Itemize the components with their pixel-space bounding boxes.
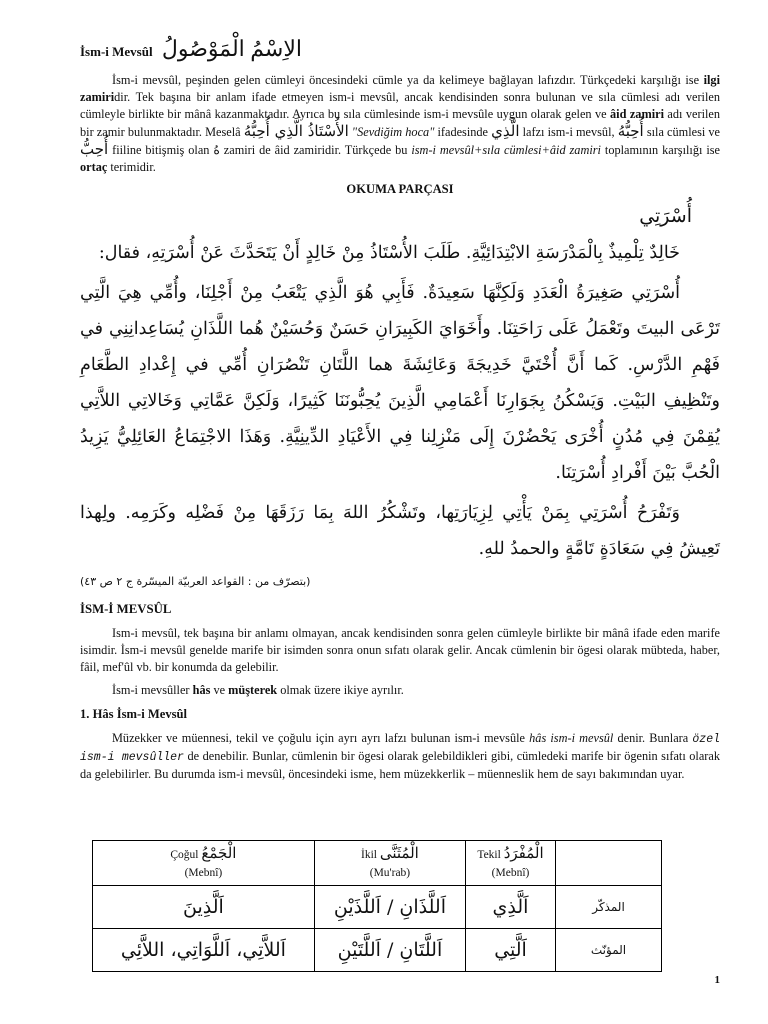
reading-paragraph-2: أُسْرَتِي صَغِيرَةُ الْعَدَدِ وَلَكِنَّهَا سَعِيدَةٌ. فَأَبِي هُوَ الَّذِي يَتْعَبُ مِنْ أَجْلِنَا، وأُمِّي هِيَ الَّتِي تَرْعَى البيتَ وتَعْمَلُ عَلَى رَاحَتِنَا. وأَخَوَايَ الكَبِيرَانِ حَسَنٌ وَحُسَيْنٌ هُما اللَّذَانِ يُسَاعِدانِنِي في فَهْمِ الدَّرْسِ. كَما أَنَّ أُخْتَيَّ خَدِيجَةَ وَعَائِشَةَ هما اللَّتَانِ تَنْصُرَانِ أُمِّي في إِعْدادِ الطَّعَامِ وتَنْظِيفِ البَيْتِ. وَيَسْكُنُ بِجَوَارِنَا أَعْمَامِي الَّذِينَ يُحِبُّونَنَا كَثِيرًا، وَلَكِنَّ عَمَّاتِي وَخَالاتِي اللاَّتِي يُقِمْنَ فِي مُدُنٍ أُخْرَى يَحْضُرْنَ إِلَى مَنْزِلِنا فِي الأَعْيَادِ الدِّينِيَّةِ. وَهَذَا الاجْتِمَاعُ العَائِلِيُّ يَزِيدُ الْحُبَّ بَيْنَ أَفْرادِ أُسْرَتِنَا. (80, 283, 720, 483)
table-row (93, 929, 662, 972)
section-paragraph-1: Ism-i mevsûl, tek başına bir anlamı olmayan, ancak kendisinden sonra gelen cümleyle birlikte bir mânâ ifade eden marife isimdir. İsm-i mevsûl genelde marife bir isimden sonra onun sıfatı olarak gelir. Ancak cümlenin bir ögesi olarak mübteda, haber, fâil, mef'ûl vb. bir konumda da gelebilir. (80, 626, 720, 674)
intro-paragraph: İsm-i mevsûl, peşinden gelen cümleyi öncesindeki cümle ya da kelimeye bağlayan lafızdır. Türkçedeki karşılığı ise ilgi zamiridir. Tek başına bir anlam ifade etmeyen ism-i mevsûl, ancak kendisinden sonra bulunan ve sıla cümlesi adı verilen cümleyle birlikte bir mânâ kazanmaktadır. Ayrıca bu sıla cümlesinde ism-i mevsûle uygun olarak gelen ve âid zamiri adı verilen bir zamir bulunmaktadır. Meselâ الأُسْتَاذُ الَّذِي أُحِبُّهُ "Sevdiğim hoca" ifadesinde الَّذِي lafzı ism-i mevsûl, أُحِبُّهُ sıla cümlesi ve أُحِبُّ fiiline bitişmiş olan هُ zamiri de âid zamiridir. Türkçede bu ism-i mevsûl+sıla cümlesi+âid zamiri toplamının karşılığı ise ortaç terimidir. (80, 73, 721, 174)
reading-paragraph-3: وَتَفْرَحُ أُسْرَتِي بِمَنْ يَأْتِي لِزِيَارَتِها، وتَشْكُرُ اللهَ بِمَا رَزَقَهَا مِنْ فَضْلِه وكَرَمِه. ولِهذا تَعِيشُ فِي سَعَادَةٍ تَامَّةٍ والحمدُ للهِ. (80, 503, 720, 559)
row-label-masc: المذكّر (556, 886, 662, 929)
reading-paragraph-1: خَالِدٌ تِلْمِيذٌ بِالْمَدْرَسَةِ الابْتِدَائِيَّةِ. طَلَبَ الأُسْتَاذُ مِنْ خَالِدٍ أَنْ يَتَحَدَّثَ عَنْ أُسْرَتِهِ، فقال: (98, 243, 680, 263)
subsection-heading: 1. Hâs İsm-i Mevsûl (80, 707, 188, 721)
header-empty (556, 841, 662, 886)
reading-title: أُسْرَتِي (639, 205, 692, 227)
page-number: 1 (714, 974, 720, 986)
cell-plural-fem: اَللاَّتِي، اَللَّوَاتِي، اللاَّئِي (93, 929, 315, 972)
cell-singular-masc: اَلَّذِي (466, 886, 556, 929)
reading-source: (بتصرّف من : القواعد العربيّة الميسّرة ج ٢ ص ٤٣) (80, 575, 311, 588)
table-header-row (93, 841, 662, 886)
cell-dual-fem: اَللَّتَانِ / اَللَّتَيْنِ (314, 929, 465, 972)
title-latin: İsm-i Mevsûl (80, 44, 153, 59)
header-singular: Tekil الْمُفْرَدُ (Mebnî) (466, 841, 556, 886)
page-title (80, 36, 720, 62)
section-paragraph-3: Müzekker ve müennesi, tekil ve çoğulu için ayrı ayrı lafzı bulunan ism-i mevsûle hâs ism-i mevsûl denir. Bunlara özel ism-i mevsûller de denebilir. Bunlar, cümlenin bir ögesi olarak gelebildikleri gibi, cümledeki marife bir ögenin sıfatı olarak da gelebilirler. Bu durumda ism-i mevsûl, öncesindeki isme, hem müzekkerlik – müenneslik hem de sayı bakımından uyar. (80, 731, 720, 781)
header-plural: Çoğul الْجَمْعُ (Mebnî) (93, 841, 315, 886)
title-arabic: الاِسْمُ الْمَوْصُولُ (161, 36, 303, 61)
reading-heading: OKUMA PARÇASI (346, 182, 454, 196)
mevsul-table (92, 840, 662, 972)
cell-dual-masc: اَللَّذَانِ / اَللَّذَيْنِ (314, 886, 465, 929)
document-page (80, 36, 720, 783)
cell-singular-fem: اَلَّتِي (466, 929, 556, 972)
table-row (93, 886, 662, 929)
row-label-fem: المؤنّث (556, 929, 662, 972)
section-paragraph-2: İsm-i mevsûller hâs ve müşterek olmak üzere ikiye ayrılır. (112, 683, 404, 697)
header-dual: İkil الْمُثَنَّى (Mu'rab) (314, 841, 465, 886)
cell-plural-masc: اَلَّذِينَ (93, 886, 315, 929)
section-heading: İSM-İ MEVSÛL (80, 602, 172, 616)
